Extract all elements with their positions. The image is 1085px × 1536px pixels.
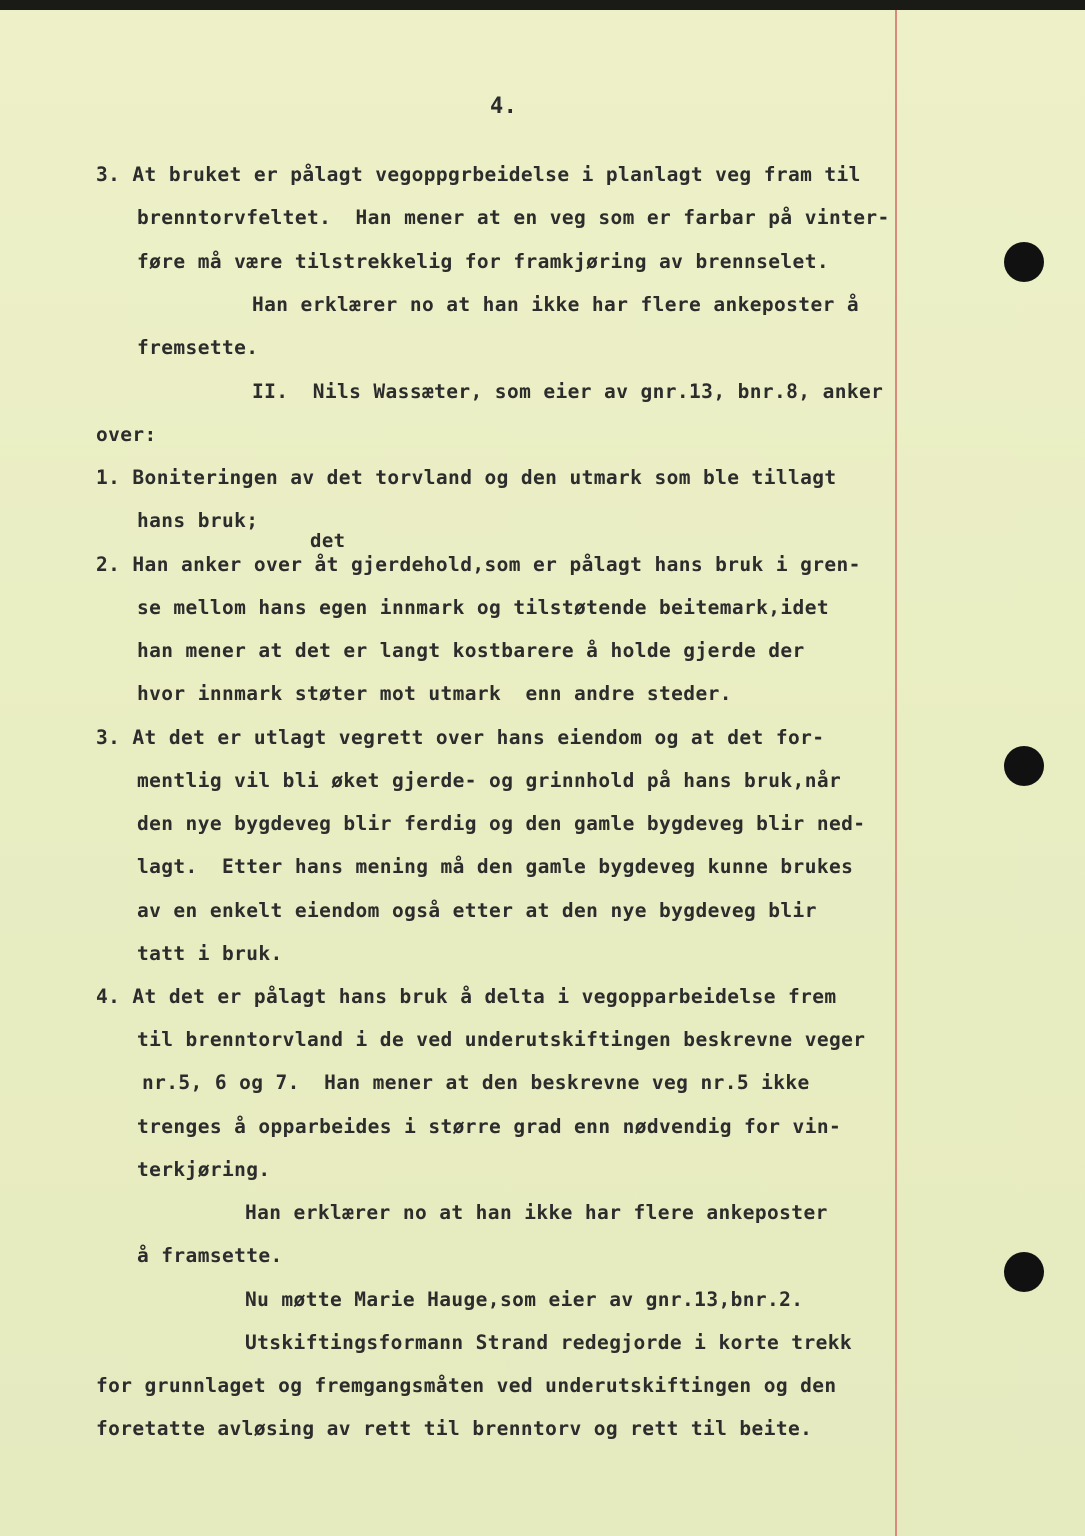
text-line: for grunnlaget og fremgangsmåten ved underutskiftingen og den (96, 1374, 837, 1397)
text-line: den nye bygdeveg blir ferdig og den gamle bygdeveg blir ned- (137, 812, 866, 835)
text-line: 2. Han anker over åt gjerdehold,som er pålagt hans bruk i gren- (96, 553, 861, 576)
text-line: lagt. Etter hans mening må den gamle bygdeveg kunne brukes (137, 855, 854, 878)
text-line: hans bruk; (137, 509, 259, 532)
punch-hole (1004, 242, 1044, 282)
margin-rule (895, 10, 897, 1536)
text-line: terkjøring. (137, 1158, 271, 1181)
text-line: se mellom hans egen innmark og tilstøtende beitemark,idet (137, 596, 829, 619)
page-number: 4. (490, 94, 518, 119)
text-line: 4. At det er pålagt hans bruk å delta i vegopparbeidelse frem (96, 985, 837, 1008)
text-line: 3. At det er utlagt vegrett over hans eiendom og at det for- (96, 726, 825, 749)
text-line: hvor innmark støter mot utmark enn andre steder. (137, 682, 732, 705)
text-line: brenntorvfeltet. Han mener at en veg som er farbar på vinter- (137, 206, 890, 229)
text-line: han mener at det er langt kostbarere å holde gjerde der (137, 639, 805, 662)
text-line: trenges å opparbeides i større grad enn nødvendig for vin- (137, 1115, 842, 1138)
handwritten-insertion: det (310, 530, 346, 552)
text-line: nr.5, 6 og 7. Han mener at den beskrevne veg nr.5 ikke (142, 1071, 810, 1094)
text-line: over: (96, 423, 157, 446)
text-line: tatt i bruk. (137, 942, 283, 965)
text-line: av en enkelt eiendom også etter at den nye bygdeveg blir (137, 899, 817, 922)
text-line: foretatte avløsing av rett til brenntorv og rett til beite. (96, 1417, 813, 1440)
text-line: til brenntorvland i de ved underutskiftingen beskrevne veger (137, 1028, 866, 1051)
scan-top-edge (0, 0, 1085, 10)
text-line: fremsette. (137, 336, 259, 359)
punch-hole (1004, 1252, 1044, 1292)
punch-hole (1004, 746, 1044, 786)
text-line: Han erklærer no at han ikke har flere ankeposter å (252, 293, 859, 316)
text-line: føre må være tilstrekkelig for framkjøring av brennselet. (137, 250, 829, 273)
text-line: Utskiftingsformann Strand redegjorde i korte trekk (245, 1331, 852, 1354)
text-line: II. Nils Wassæter, som eier av gnr.13, bnr.8, anker (252, 380, 884, 403)
text-line: Nu møtte Marie Hauge,som eier av gnr.13,bnr.2. (245, 1288, 804, 1311)
text-line: 3. At bruket er pålagt vegoppgrbeidelse i planlagt veg fram til (96, 163, 861, 186)
text-line: 1. Boniteringen av det torvland og den utmark som ble tillagt (96, 466, 837, 489)
text-line: Han erklærer no at han ikke har flere ankeposter (245, 1201, 828, 1224)
text-line: mentlig vil bli øket gjerde- og grinnhold på hans bruk,når (137, 769, 842, 792)
text-line: å framsette. (137, 1244, 283, 1267)
